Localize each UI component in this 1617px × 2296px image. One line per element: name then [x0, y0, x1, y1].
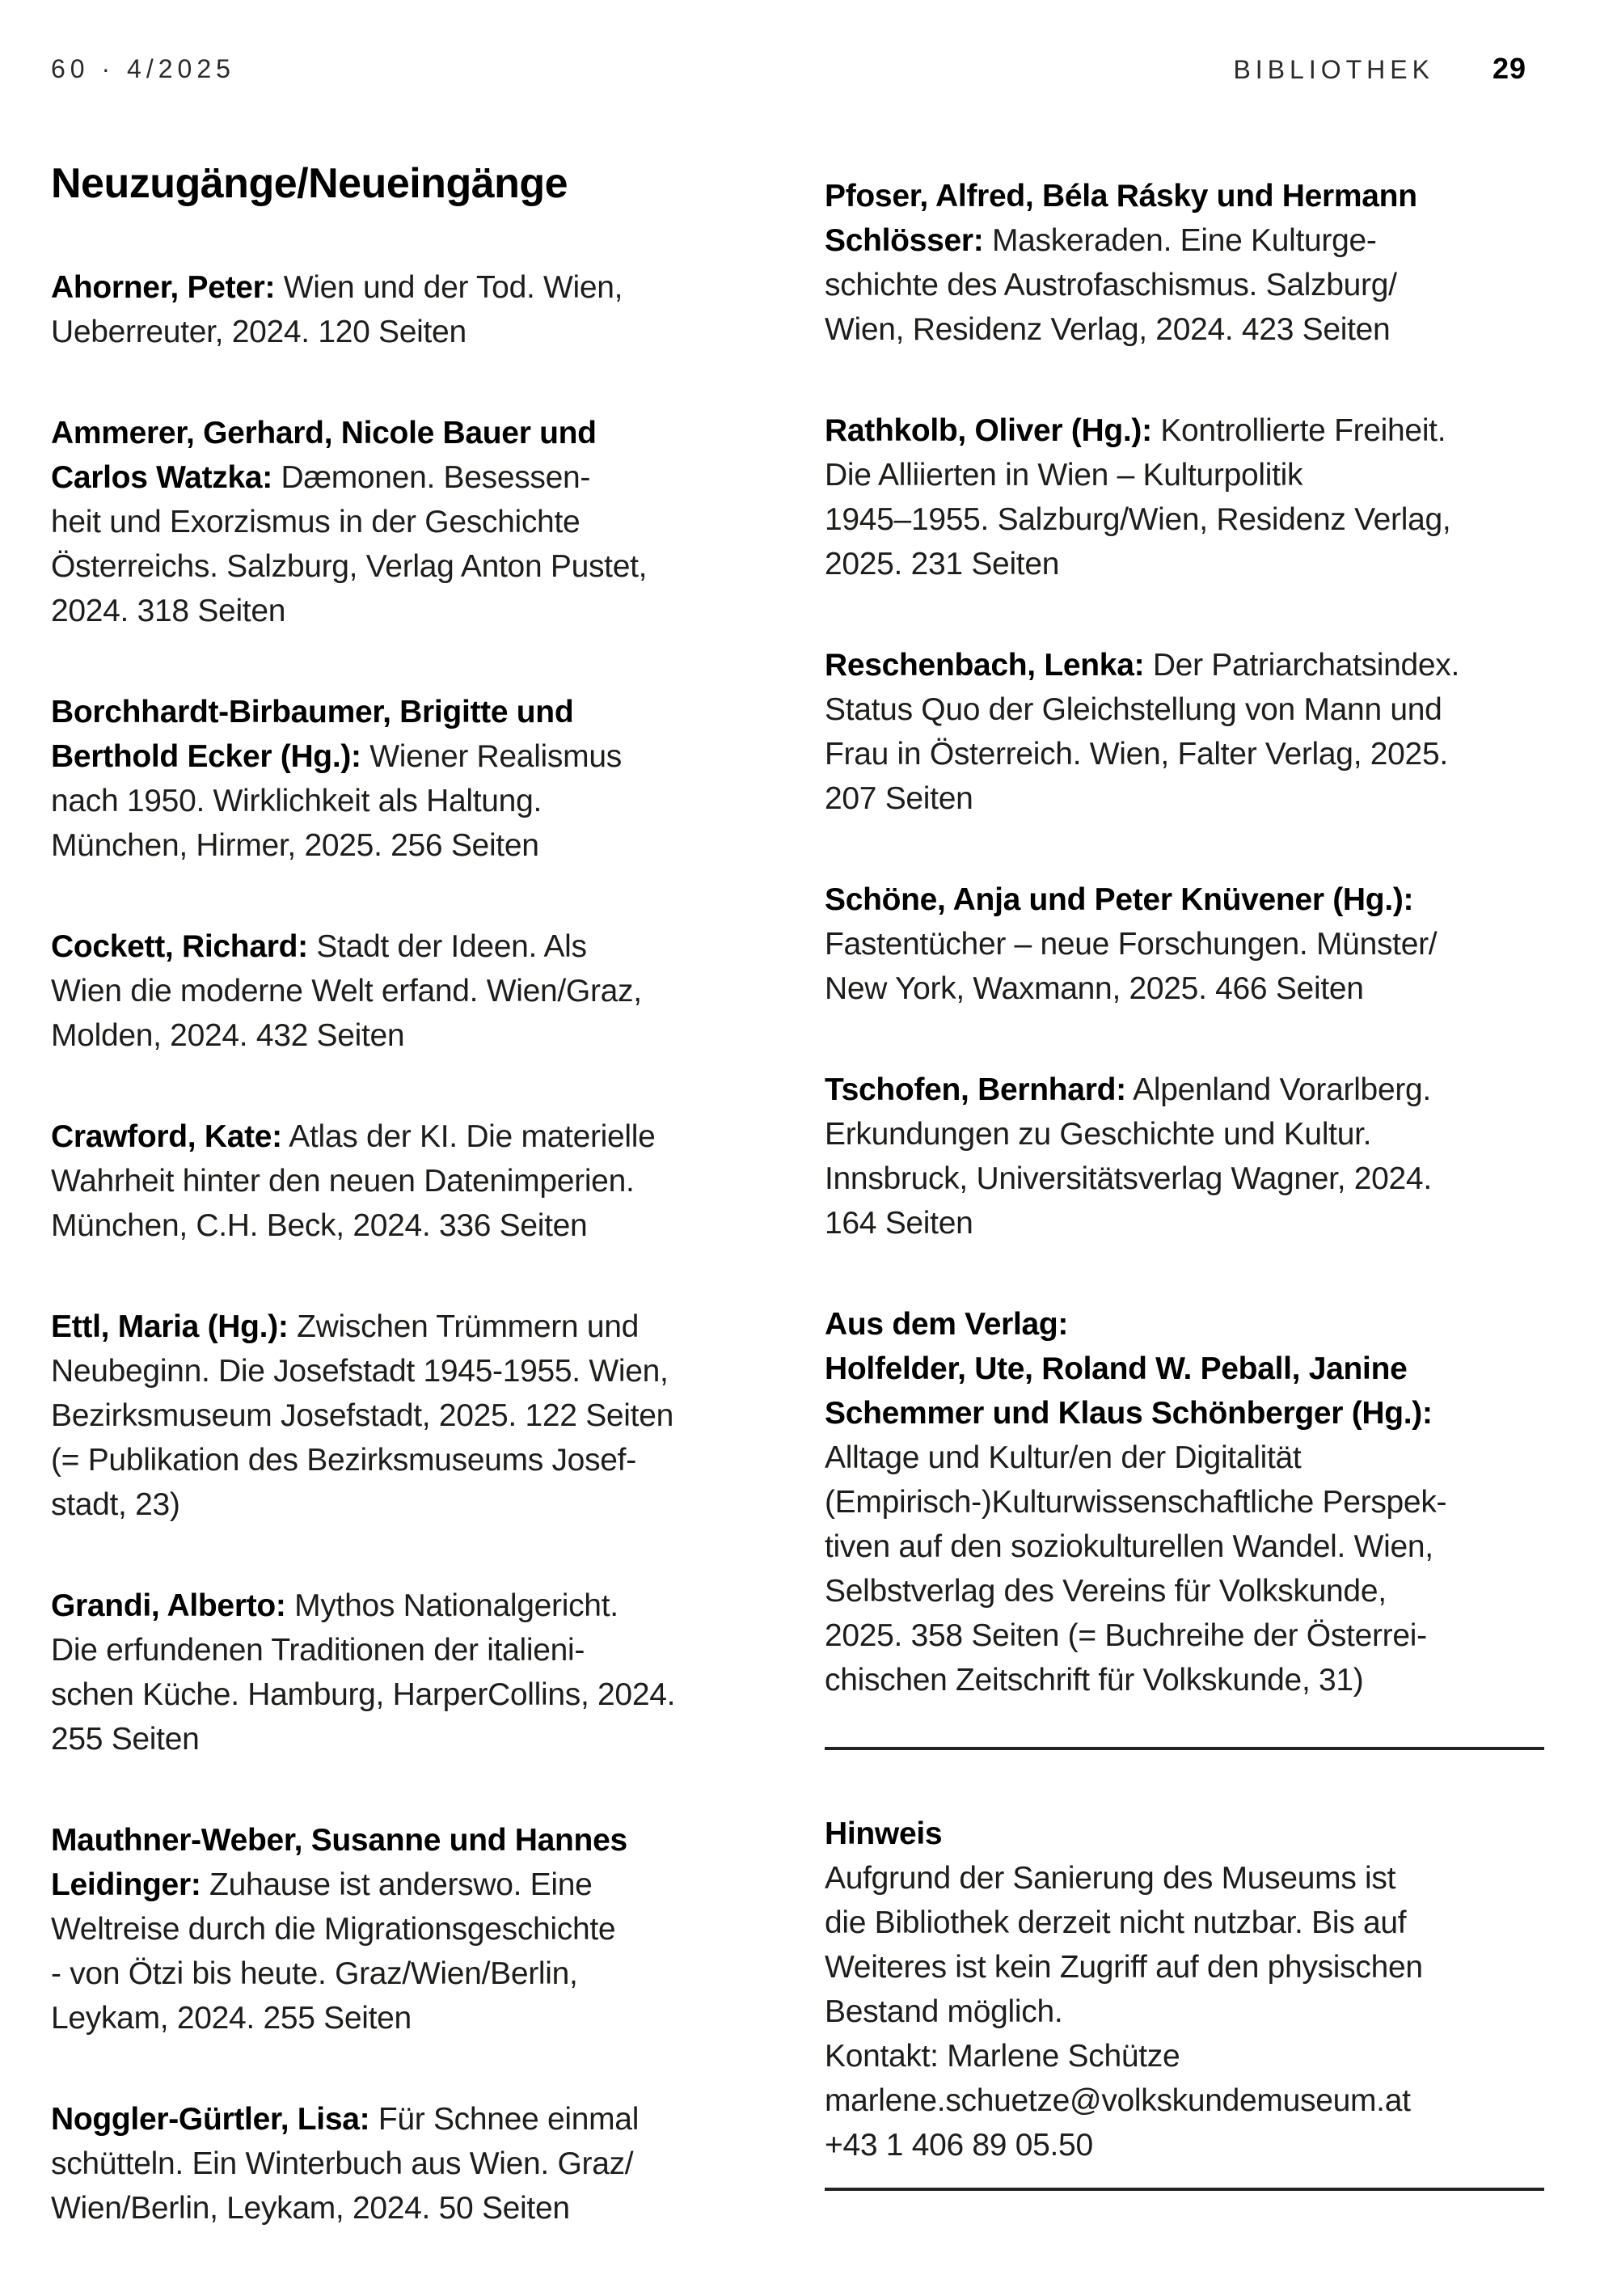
entry-line: Frau in Österreich. Wien, Falter Verlag, 2025. [825, 737, 1448, 772]
entry-line: Ammerer, Gerhard, Nicole Bauer und [51, 416, 597, 450]
entry-line: Fastentücher – neue Forschungen. Münster/ [825, 927, 1438, 962]
entry-line: Pfoser, Alfred, Béla Rásky und Hermann [825, 179, 1417, 214]
entry-line: Noggler-Gürtler, Lisa: Für Schnee einmal [51, 2102, 640, 2137]
entry-line: Leidinger: Zuhause ist anderswo. Eine [51, 1867, 593, 1902]
entry-line: 255 Seiten [51, 1722, 200, 1757]
entry-line: 2025. 231 Seiten [825, 547, 1060, 581]
entry-line: Aufgrund der Sanierung des Museums ist [825, 1861, 1396, 1896]
entry-line: Borchhardt-Birbaumer, Brigitte und [51, 695, 574, 729]
entry-line: Weiteres ist kein Zugriff auf den physischen [825, 1950, 1423, 1985]
book-entry [51, 1584, 795, 1761]
entry-line: Wien/Berlin, Leykam, 2024. 50 Seiten [51, 2191, 570, 2226]
entry-line: Berthold Ecker (Hg.): Wiener Realismus [51, 739, 622, 774]
entry-line: Tschofen, Bernhard: Alpenland Vorarlberg. [825, 1072, 1431, 1107]
page-title: Neuzugänge/Neueingänge [51, 160, 568, 207]
entry-line: Kontakt: Marlene Schütze [825, 2039, 1180, 2074]
entry-line: stadt, 23) [51, 1487, 180, 1522]
entry-line: +43 1 406 89 05.50 [825, 2128, 1093, 2163]
entry-line: 2025. 358 Seiten (= Buchreihe der Österrei- [825, 1618, 1427, 1653]
entry-line: Schöne, Anja und Peter Knüvener (Hg.): [825, 882, 1414, 917]
entry-line: 2024. 318 Seiten [51, 594, 286, 628]
book-entry [825, 174, 1544, 352]
entry-line: - von Ötzi bis heute. Graz/Wien/Berlin, [51, 1956, 578, 1991]
entry-line: Holfelder, Ute, Roland W. Peball, Janine [825, 1351, 1408, 1386]
entry-line: schütteln. Ein Winterbuch aus Wien. Graz/ [51, 2146, 634, 2181]
book-entry [51, 411, 795, 633]
entry-line: Alltage und Kultur/en der Digitalität [825, 1440, 1302, 1475]
entry-line: New York, Waxmann, 2025. 466 Seiten [825, 971, 1364, 1006]
entry-line: Ettl, Maria (Hg.): Zwischen Trümmern und [51, 1309, 639, 1344]
entry-line: 1945–1955. Salzburg/Wien, Residenz Verlag, [825, 502, 1451, 537]
entry-line: Erkundungen zu Geschichte und Kultur. [825, 1117, 1372, 1152]
book-entry [825, 408, 1544, 586]
entry-line: Mauthner-Weber, Susanne und Hannes [51, 1823, 627, 1858]
entry-line: Innsbruck, Universitätsverlag Wagner, 2024. [825, 1161, 1432, 1196]
header-issue-info: 60 · 4/2025 [51, 54, 235, 83]
entry-line: Molden, 2024. 432 Seiten [51, 1018, 405, 1053]
entry-line: 207 Seiten [825, 781, 973, 816]
entry-line: schichte des Austrofaschismus. Salzburg/ [825, 268, 1397, 302]
book-entry [825, 1068, 1544, 1245]
entry-line: die Bibliothek derzeit nicht nutzbar. Bis auf [825, 1905, 1407, 1940]
book-entry [825, 1302, 1544, 1702]
entry-line: Rathkolb, Oliver (Hg.): Kontrollierte Freiheit. [825, 413, 1446, 448]
book-entry [51, 1818, 795, 2040]
entry-line: heit und Exorzismus in der Geschichte [51, 505, 581, 539]
entry-line: Hinweis [825, 1816, 943, 1851]
entry-line: Status Quo der Gleichstellung von Mann und [825, 692, 1442, 727]
entry-line: nach 1950. Wirklichkeit als Haltung. [51, 784, 542, 818]
divider-rule-bottom [825, 2188, 1544, 2191]
entry-line: Selbstverlag des Vereins für Volkskunde, [825, 1574, 1387, 1609]
book-entry [51, 690, 795, 868]
entry-line: Ahorner, Peter: Wien und der Tod. Wien, [51, 270, 623, 305]
header-right-group [1233, 52, 1526, 85]
entry-line: München, C.H. Beck, 2024. 336 Seiten [51, 1208, 588, 1243]
entry-line: 164 Seiten [825, 1206, 973, 1241]
entry-line: tiven auf den soziokulturellen Wandel. Wien, [825, 1529, 1433, 1564]
notice-block [825, 1812, 1544, 2167]
entry-line: Cockett, Richard: Stadt der Ideen. Als [51, 929, 587, 964]
notice-entry [825, 1812, 1544, 2167]
right-entries-list [825, 174, 1544, 1702]
book-entry [51, 2097, 795, 2230]
header-page-number: 29 [1492, 52, 1526, 85]
entry-line: Bestand möglich. [825, 1994, 1063, 2029]
entry-line: Bezirksmuseum Josefstadt, 2025. 122 Seiten [51, 1398, 673, 1433]
book-entry [825, 643, 1544, 821]
entry-line: Reschenbach, Lenka: Der Patriarchatsindex. [825, 648, 1460, 683]
right-column [825, 174, 1544, 2191]
entry-line: Österreichs. Salzburg, Verlag Anton Pustet, [51, 549, 648, 584]
book-entry [51, 1304, 795, 1527]
entry-line: Wahrheit hinter den neuen Datenimperien. [51, 1164, 635, 1199]
left-column [51, 161, 795, 2287]
entry-line: Neubeginn. Die Josefstadt 1945-1955. Wien, [51, 1354, 669, 1389]
entry-line: Aus dem Verlag: [825, 1307, 1069, 1342]
entry-line: schen Küche. Hamburg, HarperCollins, 2024. [51, 1677, 676, 1712]
entry-line: Schemmer und Klaus Schönberger (Hg.): [825, 1396, 1433, 1431]
entry-line: Ueberreuter, 2024. 120 Seiten [51, 315, 467, 349]
entry-line: Schlösser: Maskeraden. Eine Kulturge- [825, 223, 1377, 258]
entry-line: Grandi, Alberto: Mythos Nationalgericht. [51, 1588, 619, 1623]
entry-line: Wien die moderne Welt erfand. Wien/Graz, [51, 974, 642, 1008]
entry-line: Crawford, Kate: Atlas der KI. Die materielle [51, 1119, 656, 1154]
entry-line: chischen Zeitschrift für Volkskunde, 31) [825, 1663, 1364, 1698]
book-entry [51, 265, 795, 354]
entry-line: Die Alliierten in Wien – Kulturpolitik [825, 458, 1303, 493]
running-header [51, 52, 1526, 87]
book-entry [51, 1114, 795, 1248]
left-entries-list [51, 265, 795, 2230]
book-entry [825, 877, 1544, 1011]
entry-line: marlene.schuetze@volkskundemuseum.at [825, 2083, 1411, 2118]
entry-line: (Empirisch-)Kulturwissenschaftliche Perspek- [825, 1485, 1447, 1520]
book-entry [51, 924, 795, 1058]
entry-line: Weltreise durch die Migrationsgeschichte [51, 1912, 616, 1947]
header-section-title: BIBLIOTHEK [1233, 55, 1434, 84]
divider-rule-top [825, 1747, 1544, 1750]
entry-line: Wien, Residenz Verlag, 2024. 423 Seiten [825, 312, 1391, 347]
entry-line: Die erfundenen Traditionen der italieni- [51, 1633, 585, 1668]
entry-line: (= Publikation des Bezirksmuseums Josef- [51, 1443, 636, 1478]
entry-line: Carlos Watzka: Dæmonen. Besessen- [51, 460, 591, 495]
entry-line: München, Hirmer, 2025. 256 Seiten [51, 828, 539, 863]
entry-line: Leykam, 2024. 255 Seiten [51, 2001, 412, 2036]
